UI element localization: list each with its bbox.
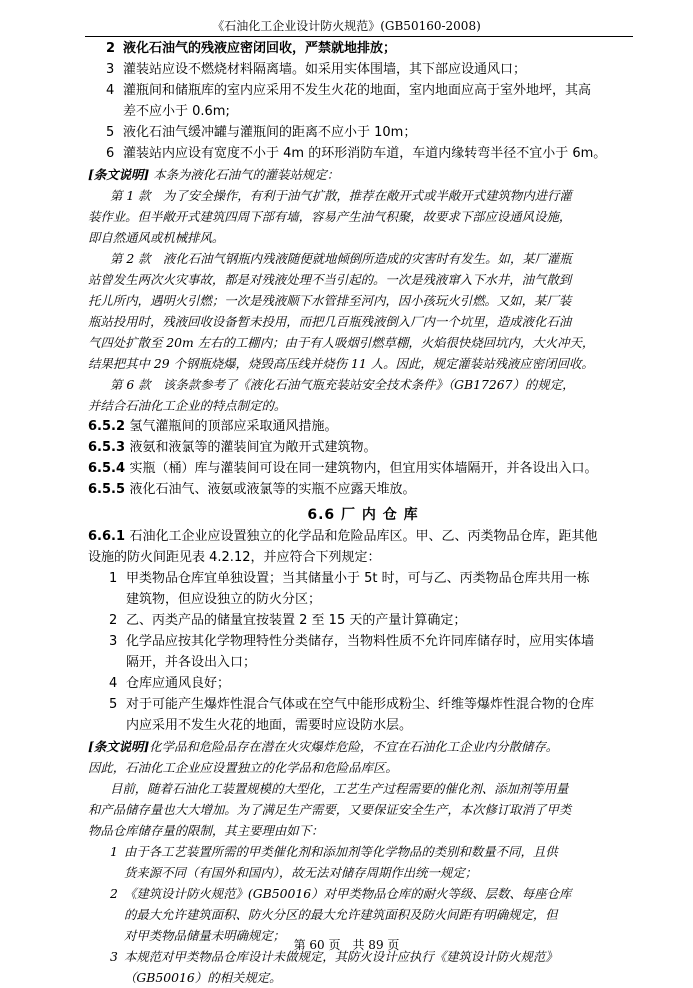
explanation-intro: 化学品和危险品存在潜在火灾爆炸危险，不宜在石油化工企业内分散储存。 <box>149 739 559 754</box>
item-number: 3 <box>109 634 118 649</box>
list-item <box>88 883 638 904</box>
item-number: 6 <box>106 146 115 161</box>
item-number: 1 <box>110 844 118 859</box>
clause-row <box>88 437 638 458</box>
item-continuation: 隔开，并各设出入口； <box>126 655 257 670</box>
item-number: 3 <box>106 62 115 77</box>
clause-number: 6.5.4 <box>88 461 130 476</box>
explanation-line: 站曾发生两次火灾事故，都是对残液处理不当引起的。一次是残液窜入下水井，油气散到 <box>88 272 572 287</box>
item-continuation: 差不应小于 0.6m; <box>123 104 230 119</box>
explanation-line: 因此，石油化工企业应设置独立的化学品和危险品库区。 <box>88 760 398 775</box>
section-title-6-6: 6.6 厂 内 仓 库 <box>307 507 419 523</box>
clause-text: 氢气灌瓶间的顶部应采取通风措施。 <box>129 419 338 434</box>
item-number: 1 <box>109 571 118 586</box>
header-rule <box>85 36 633 37</box>
item-number: 4 <box>109 676 118 691</box>
item-text: 乙、丙类产品的储量宜按装置 2 至 15 天的产量计算确定； <box>126 613 467 628</box>
clause-continuation: 设施的防火间距见表 4.2.12，并应符合下列规定： <box>88 550 381 565</box>
clause-number: 6.5.5 <box>88 482 130 497</box>
item-text: 液化石油气缓冲罐与灌瓶间的距离不应小于 10m； <box>123 125 417 140</box>
item-number: 3 <box>110 949 118 964</box>
explanation-label: [条文说明] <box>88 739 150 754</box>
list-item <box>88 143 638 164</box>
item-text: 液化石油气的残液应密闭回收，严禁就地排放； <box>123 41 397 56</box>
explanation-line: 并结合石油化工企业的特点制定的。 <box>88 398 287 413</box>
clause-number: 6.5.3 <box>88 440 130 455</box>
item-text: 由于各工艺装置所需的甲类催化剂和添加剂等化学物品的类别和数量不同，且供 <box>124 844 558 859</box>
list-item <box>88 80 638 101</box>
explanation-line: 和产品储存量也大大增加。为了满足生产需要，又要保证安全生产，本次修订取消了甲类 <box>88 802 572 817</box>
item-number: 4 <box>106 83 115 98</box>
explanation-intro: 本条为液化石油气的灌装站规定： <box>149 167 340 182</box>
item-continuation: 建筑物，但应设独立的防火分区； <box>126 592 322 607</box>
explanation-line: 结果把其中 29 个钢瓶烧爆，烧毁高压线并烧伤 11 人。因此，规定灌装站残液应密闭回收。 <box>88 356 594 371</box>
item-text: 《建筑设计防火规范》(GB50016）对甲类物品仓库的耐火等级、层数、每座仓库 <box>124 886 572 901</box>
explanation-line: 气四处扩散至 20m 左右的工棚内；由于有人吸烟引燃草棚，火焰很快烧回坑内，大火冲天， <box>88 335 595 350</box>
item-text: 化学品应按其化学物理特性分类储存，当物料性质不允许同库储存时，应用实体墙 <box>126 634 595 649</box>
item-text: 甲类物品仓库宜单独设置；当其储量小于 5t 时，可与乙、丙类物品仓库共用一栋 <box>126 571 590 586</box>
page-header: 《石油化工企业设计防火规范》(GB50160-2008) <box>212 19 481 33</box>
section-6-6-body <box>88 526 638 736</box>
item-number: 5 <box>106 125 115 140</box>
explanation-line: 瓶站投用时，残液回收设备暂未投用，而把几百瓶残液倒入厂内一个坑里，造成液化石油 <box>88 314 572 329</box>
clause-text: 液化石油气、液氨或液氯等的实瓶不应露天堆放。 <box>129 482 416 497</box>
clause-number: 6.5.2 <box>88 419 130 434</box>
item-continuation: 内应采用不发生火花的地面，需要时应设防水层。 <box>126 718 413 733</box>
item-number: 2 <box>110 886 118 901</box>
item-text: 灌瓶间和储瓶库的室内应采用不发生火花的地面，室内地面应高于室外地坪，其高 <box>123 83 592 98</box>
item-number: 2 <box>106 41 116 56</box>
list-item <box>88 59 638 80</box>
lpg-item-list <box>88 38 638 164</box>
clause-text: 实瓶（桶）库与灌装间可设在同一建筑物内，但宜用实体墙隔开，并各设出入口。 <box>129 461 598 476</box>
clause-list-6-5 <box>88 416 638 500</box>
explanation-line: 物品仓库储存量的限制，其主要理由如下： <box>88 823 324 838</box>
item-text: 灌装站内应设有宽度不小于 4m 的环形消防车道，车道内缘转弯半径不宜小于 6m。 <box>123 146 607 161</box>
clause-text: 石油化工企业应设置独立的化学品和危险品库区。甲、乙、丙类物品仓库，距其他 <box>129 529 598 544</box>
list-item <box>88 610 638 631</box>
item-text: 仓库应通风良好； <box>126 676 231 691</box>
list-item <box>88 673 638 694</box>
explanation-line: 第 2 款 液化石油气钢瓶内残液随便就地倾倒所造成的灾害时有发生。如，某厂灌瓶 <box>110 251 572 266</box>
item-continuation: 货来源不同（有国外和国内），故无法对储存周期作出统一规定； <box>124 865 478 880</box>
explanation-label: [条文说明] <box>88 167 150 182</box>
list-item <box>88 631 638 652</box>
item-continuation: 的最大允许建筑面积、防火分区的最大允许建筑面积及防火间距有明确规定，但 <box>124 907 558 922</box>
explanation-block-lpg <box>88 164 638 416</box>
item-text: 对于可能产生爆炸性混合气体或在空气中能形成粉尘、纤维等爆炸性混合物的仓库 <box>126 697 595 712</box>
explanation-heading <box>88 164 638 185</box>
item-number: 2 <box>109 613 118 628</box>
explanation-line: 目前，随着石油化工装置规模的大型化，工艺生产过程需要的催化剂、添加剂等用量 <box>110 781 569 796</box>
clause-row <box>88 479 638 500</box>
explanation-line: 即自然通风或机械排风。 <box>88 230 225 245</box>
clause-number: 6.6.1 <box>88 529 130 544</box>
page-content <box>88 38 638 988</box>
item-text: 灌装站应设不燃烧材料隔离墙。如采用实体围墙，其下部应设通风口； <box>123 62 527 77</box>
clause-row <box>88 416 638 437</box>
explanation-line: 第 1 款 为了安全操作，有利于油气扩散，推荐在敞开式或半敞开式建筑物内进行灌 <box>110 188 572 203</box>
list-item <box>88 694 638 715</box>
explanation-line: 装作业。但半敞开式建筑四周下部有墙，容易产生油气积聚，故要求下部应设通风设施， <box>88 209 572 224</box>
explanation-line: 托儿所内，遇明火引燃；一次是残液顺下水管排至河内，因小孩玩火引燃。又如，某厂装 <box>88 293 572 308</box>
explanation-heading <box>88 736 638 757</box>
item-number: 5 <box>109 697 118 712</box>
clause-row <box>88 458 638 479</box>
clause-row <box>88 526 638 547</box>
explanation-line: 第 6 款 该条款参考了《液化石油气瓶充装站安全技术条件》（GB17267）的规定， <box>110 377 575 392</box>
item-continuation: 对甲类物品储量未明确规定； <box>124 928 286 943</box>
list-item <box>88 38 638 59</box>
clause-text: 液氨和液氯等的灌装间宜为敞开式建筑物。 <box>129 440 377 455</box>
page-footer: 第 60 页 共 89 页 <box>293 938 400 952</box>
item-text: 本规范对甲类物品仓库设计未做规定，其防火设计应执行《建筑设计防火规范》 <box>124 949 558 964</box>
item-continuation: （GB50016）的相关规定。 <box>124 970 282 985</box>
list-item <box>88 841 638 862</box>
list-item <box>88 122 638 143</box>
list-item <box>88 568 638 589</box>
